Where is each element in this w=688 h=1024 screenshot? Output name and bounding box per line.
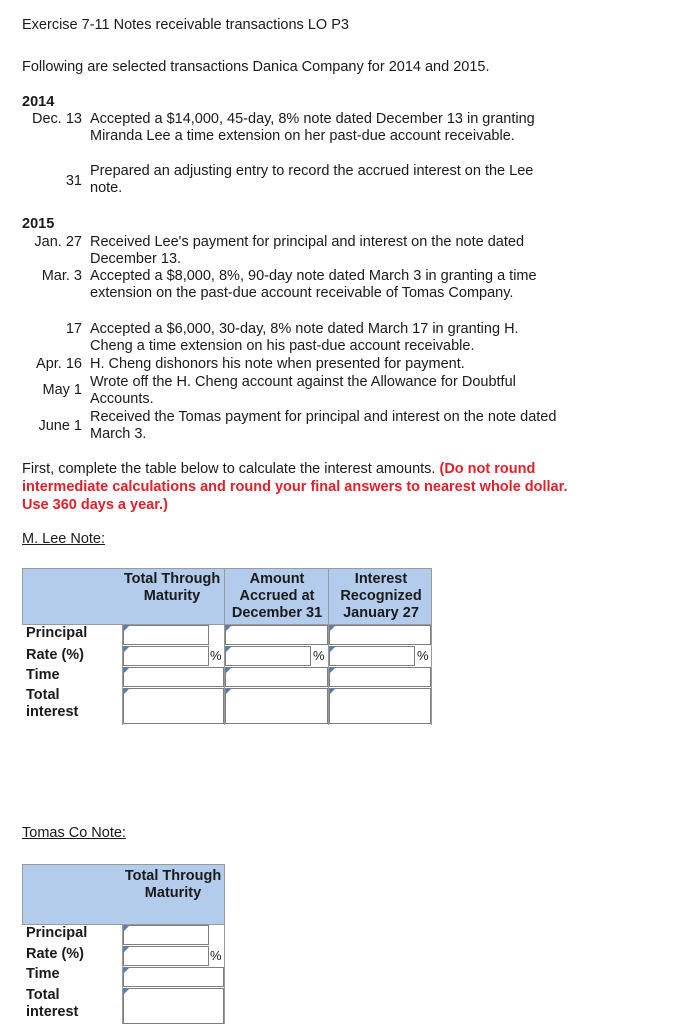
lee-time-total-input[interactable] xyxy=(123,667,224,687)
row-total-interest: Total interest xyxy=(26,987,79,1020)
transaction-date: Dec. 13 xyxy=(32,111,82,127)
transaction-date: Apr. 16 xyxy=(36,356,82,372)
instruction-text xyxy=(22,460,582,514)
transaction-text: Accepted a $14,000, 45-day, 8% note dated December 13 in granting Miranda Lee a time extension on her past-due account receivable. xyxy=(90,111,535,144)
lee-principal-total-input[interactable] xyxy=(123,625,209,645)
transaction-text: Prepared an adjusting entry to record the accrued interest on the Lee note. xyxy=(90,163,534,196)
year-2014-heading: 2014 xyxy=(22,94,55,110)
percent-sign: % xyxy=(313,648,325,663)
transaction-date: 17 xyxy=(65,321,82,337)
transaction-text: H. Cheng dishonors his note when presented for payment. xyxy=(90,356,465,372)
transaction-text: Accepted a $8,000, 8%, 90-day note dated March 3 in granting a time extension on the past-due account receivable of Tomas Company. xyxy=(90,268,537,301)
percent-sign: % xyxy=(210,948,222,963)
transaction-date: Mar. 3 xyxy=(41,268,82,284)
percent-sign: % xyxy=(417,648,429,663)
lee-time-recognized-input[interactable] xyxy=(329,667,431,687)
intro-text: Following are selected transactions Danica Company for 2014 and 2015. xyxy=(22,59,490,75)
row-principal: Principal xyxy=(26,625,88,641)
lee-note-title: M. Lee Note: xyxy=(22,531,106,547)
transaction-date: June 1 xyxy=(38,418,82,434)
instruction-red: (Do not round intermediate calculations and round your final answers to nearest whole dollar. Use 360 days a year.) xyxy=(22,461,568,513)
col-amount-accrued-dec31: Amount Accrued at December 31 xyxy=(231,571,323,621)
col-interest-recognized-jan27: Interest Recognized January 27 xyxy=(340,571,422,621)
lee-rate-accrued-input[interactable] xyxy=(225,646,311,666)
transaction-date: 31 xyxy=(65,173,82,189)
transaction-text: Received the Tomas payment for principal and interest on the note dated March 3. xyxy=(90,409,557,442)
instruction-plain: First, complete the table below to calculate the interest amounts. xyxy=(22,461,436,477)
lee-rate-recognized-input[interactable] xyxy=(329,646,415,666)
transaction-date: Jan. 27 xyxy=(34,234,82,250)
lee-interest-total-input[interactable] xyxy=(123,688,224,724)
percent-sign: % xyxy=(210,648,222,663)
tomas-principal-total-input[interactable] xyxy=(123,925,209,945)
transaction-text: Received Lee's payment for principal and interest on the note dated December 13. xyxy=(90,234,525,267)
exercise-title: Exercise 7-11 Notes receivable transactions LO P3 xyxy=(22,17,349,33)
tomas-interest-total-input[interactable] xyxy=(123,988,224,1024)
transaction-text: Accepted a $6,000, 30-day, 8% note dated March 17 in granting H. Cheng a time extension on his past-due account receivable. xyxy=(90,321,519,354)
lee-interest-accrued-input[interactable] xyxy=(225,688,328,724)
row-time: Time xyxy=(26,667,60,683)
tomas-note-table xyxy=(22,864,226,1024)
transaction-text: Wrote off the H. Cheng account against the Allowance for Doubtful Accounts. xyxy=(90,374,516,407)
lee-rate-total-input[interactable] xyxy=(123,646,209,666)
lee-note-table xyxy=(22,568,432,725)
lee-time-accrued-input[interactable] xyxy=(225,667,328,687)
row-principal: Principal xyxy=(26,925,88,941)
lee-principal-accrued-input[interactable] xyxy=(225,625,328,645)
col-total-through-maturity: Total Through Maturity xyxy=(124,868,222,901)
row-rate: Rate (%) xyxy=(26,647,85,663)
row-time: Time xyxy=(26,966,60,982)
tomas-time-total-input[interactable] xyxy=(123,967,224,987)
transaction-date: May 1 xyxy=(42,382,82,398)
col-total-through-maturity: Total Through Maturity xyxy=(123,571,221,604)
row-total-interest: Total interest xyxy=(26,687,79,720)
lee-principal-recognized-input[interactable] xyxy=(329,625,431,645)
tomas-rate-total-input[interactable] xyxy=(123,946,209,966)
lee-interest-recognized-input[interactable] xyxy=(329,688,431,724)
year-2015-heading: 2015 xyxy=(22,216,55,232)
row-rate: Rate (%) xyxy=(26,946,85,962)
tomas-note-title: Tomas Co Note: xyxy=(22,825,126,841)
